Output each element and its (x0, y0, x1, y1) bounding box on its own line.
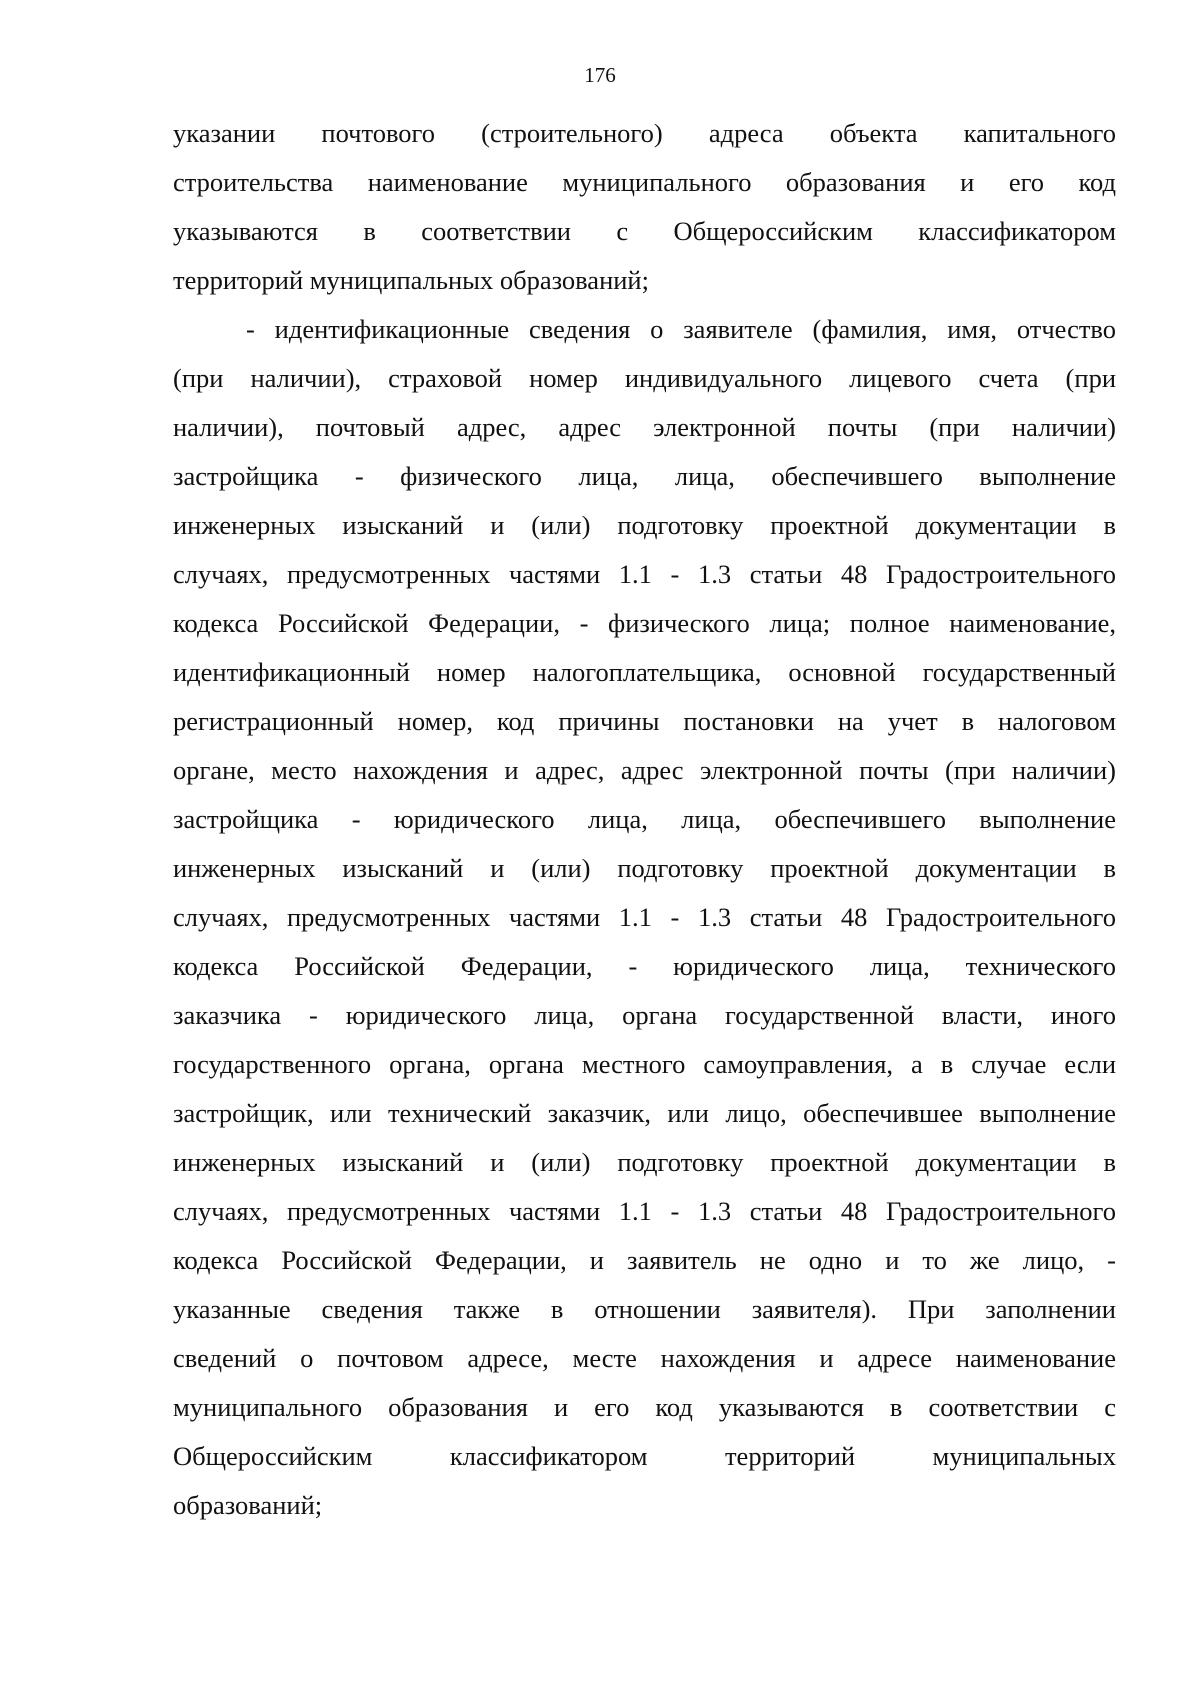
text-line: кодекса Российской Федерации, и заявитель не одно и то же лицо, - (173, 1245, 1116, 1275)
text-line: застройщика - физического лица, лица, обеспечившего выполнение (173, 461, 1116, 491)
text-line: инженерных изысканий и (или) подготовку проектной документации в (173, 510, 1116, 540)
text-line: (при наличии), страховой номер индивидуального лицевого счета (при (173, 363, 1116, 393)
paragraph-1 (173, 109, 1116, 305)
text-line: строительства наименование муниципального образования и его код (173, 167, 1116, 197)
text-line: образований; (173, 1490, 323, 1520)
text-line: наличии), почтовый адрес, адрес электронной почты (при наличии) (173, 412, 1116, 442)
text-line: застройщика - юридического лица, лица, обеспечившего выполнение (173, 804, 1116, 834)
text-line: кодекса Российской Федерации, - физического лица; полное наименование, (173, 608, 1116, 638)
page-number: 176 (584, 63, 616, 87)
text-line: Общероссийским классификатором территорий муниципальных (173, 1441, 1116, 1471)
text-line: органе, место нахождения и адрес, адрес электронной почты (при наличии) (173, 755, 1116, 785)
text-line: инженерных изысканий и (или) подготовку проектной документации в (173, 1147, 1116, 1177)
text-line: государственного органа, органа местного самоуправления, а в случае если (173, 1049, 1116, 1079)
text-line: инженерных изысканий и (или) подготовку проектной документации в (173, 853, 1116, 883)
text-line: идентификационный номер налогоплательщика, основной государственный (173, 657, 1116, 687)
paragraph-2 (173, 305, 1116, 1530)
text-line: указываются в соответствии с Общероссийским классификатором (173, 216, 1116, 246)
text-line: - идентификационные сведения о заявителе (фамилия, имя, отчество (246, 314, 1116, 344)
text-line: случаях, предусмотренных частями 1.1 - 1.3 статьи 48 Градостроительного (173, 1196, 1116, 1226)
text-line: заказчика - юридического лица, органа государственной власти, иного (173, 1000, 1116, 1030)
text-line: случаях, предусмотренных частями 1.1 - 1.3 статьи 48 Градостроительного (173, 559, 1116, 589)
text-line: муниципального образования и его код указываются в соответствии с (173, 1392, 1116, 1422)
text-line: кодекса Российской Федерации, - юридического лица, технического (173, 951, 1116, 981)
text-line: сведений о почтовом адресе, месте нахождения и адресе наименование (173, 1343, 1116, 1373)
text-line: регистрационный номер, код причины постановки на учет в налоговом (173, 706, 1116, 736)
text-line: указании почтового (строительного) адреса объекта капитального (173, 118, 1116, 148)
text-line: случаях, предусмотренных частями 1.1 - 1.3 статьи 48 Градостроительного (173, 902, 1116, 932)
text-line: застройщик, или технический заказчик, или лицо, обеспечившее выполнение (173, 1098, 1116, 1128)
text-line: территорий муниципальных образований; (173, 265, 649, 295)
text-line: указанные сведения также в отношении заявителя). При заполнении (173, 1294, 1116, 1324)
